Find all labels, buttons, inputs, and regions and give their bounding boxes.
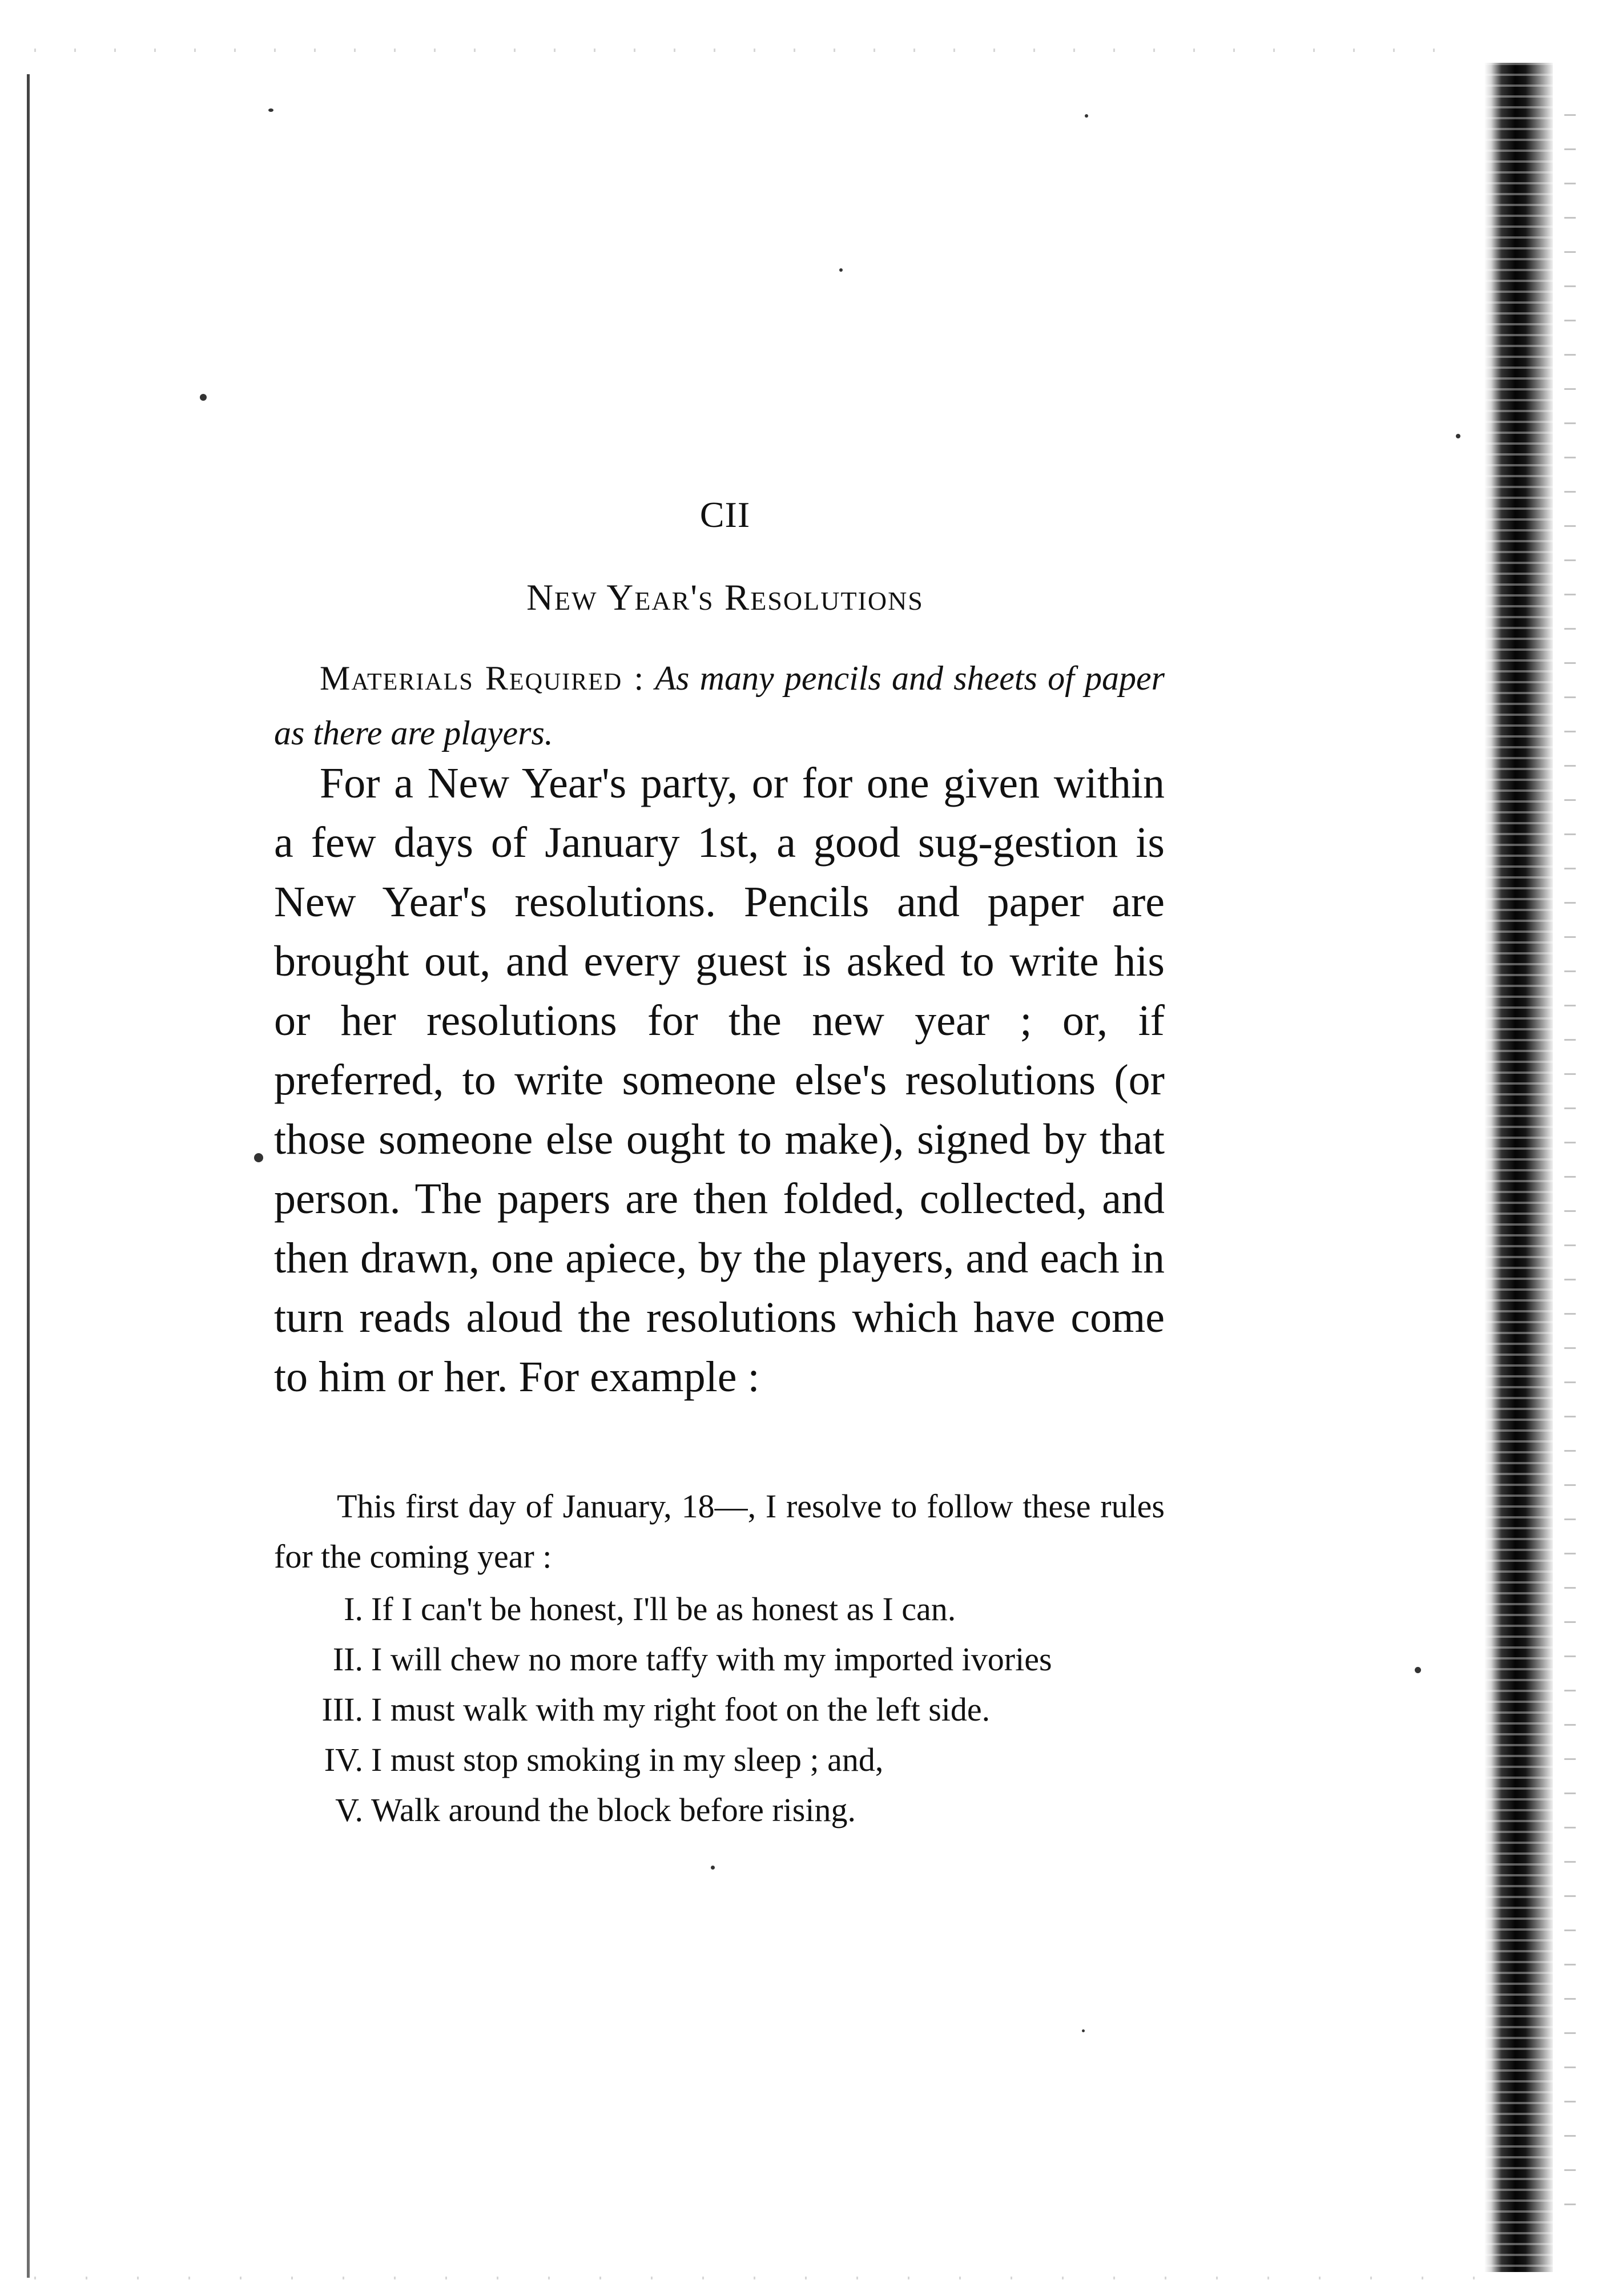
- resolutions-list: [274, 1584, 1199, 1835]
- resolution-item: [274, 1735, 1199, 1785]
- resolution-item: [274, 1634, 1199, 1685]
- scan-speck: [711, 1866, 715, 1870]
- resolution-item: [274, 1785, 1199, 1835]
- scan-speck: [839, 268, 843, 272]
- chapter-number: CII: [699, 494, 751, 535]
- scan-speck: [1082, 2029, 1085, 2032]
- resolution-text: Walk around the block before rising.: [371, 1791, 856, 1828]
- scan-speck: [254, 1153, 263, 1162]
- resolution-text: If I can't be honest, I'll be as honest as I can.: [371, 1590, 956, 1628]
- resolution-numeral: II.: [332, 1641, 363, 1678]
- materials-items: As many pencils and sheets of paper as there are players.: [274, 659, 1165, 752]
- materials-label: Materials Required :: [320, 659, 645, 697]
- resolution-numeral: V.: [335, 1791, 363, 1828]
- example-intro: This first day of January, 18—, I resolve to follow these rules for the coming year :: [274, 1488, 1165, 1575]
- scan-speck: [1456, 434, 1460, 438]
- resolution-numeral: IV.: [324, 1741, 363, 1778]
- scan-speck: [200, 394, 207, 401]
- scan-left-edge-line: [27, 74, 30, 2278]
- resolution-numeral: I.: [344, 1590, 363, 1628]
- scan-specks-bottom: [34, 2277, 1519, 2279]
- resolution-text: I will chew no more taffy with my imported ivories: [371, 1641, 1052, 1678]
- resolution-item: [274, 1584, 1199, 1634]
- scan-binding-edge: [1484, 63, 1553, 2272]
- scan-edge-noise: [1564, 114, 1576, 2226]
- resolution-text: I must stop smoking in my sleep ; and,: [371, 1741, 884, 1778]
- scan-speck: [1415, 1667, 1421, 1673]
- chapter-title: New Year's Resolutions: [526, 577, 924, 618]
- resolution-text: I must walk with my right foot on the left side.: [371, 1691, 991, 1728]
- scan-specks-top: [34, 49, 1462, 52]
- game-description: For a New Year's party, or for one given within a few days of January 1st, a good sug-gestion is New Year's resolutions. Pencils and paper are brought out, and every guest is asked to write his or her resolutions for the new year ; or, if preferred, to write someone else's resolutions (or those someone else ought to make), signed by that person. The papers are then folded, collected, and then drawn, one apiece, by the players, and each in turn reads aloud the resolutions which have come to him or her. For example :: [274, 759, 1165, 1401]
- resolution-item: [274, 1685, 1199, 1735]
- scan-speck: [1085, 114, 1088, 118]
- materials-required: [274, 651, 1165, 760]
- scan-speck: [268, 108, 273, 112]
- resolution-numeral: III.: [321, 1691, 363, 1728]
